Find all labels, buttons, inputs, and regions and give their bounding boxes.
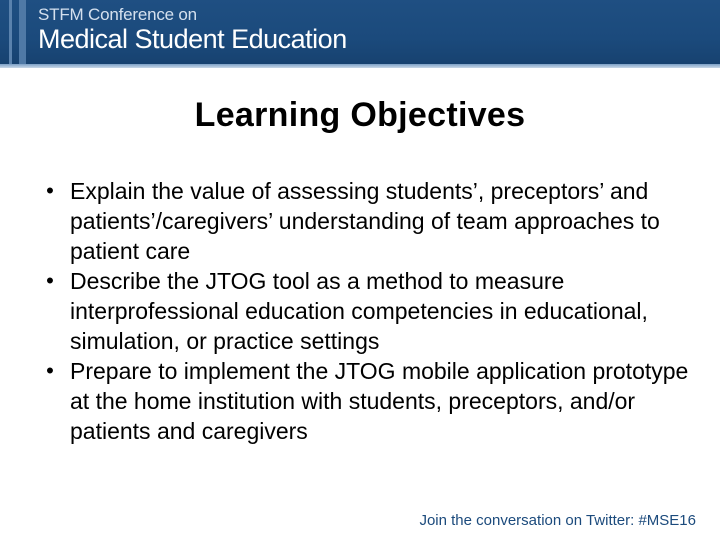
header-divider [0, 64, 720, 68]
bullet-icon: • [46, 358, 54, 383]
objective-text: Explain the value of assessing students’, preceptors’ and patients’/caregivers’ understanding of team approaches to patient care [70, 178, 660, 264]
header-bar-wide [19, 0, 26, 64]
objective-text: Prepare to implement the JTOG mobile application prototype at the home institution with students, preceptors, and/or patients and caregivers [70, 358, 689, 444]
objective-item [40, 356, 700, 446]
objective-item [40, 176, 700, 266]
conference-name-line1: STFM Conference on [38, 5, 197, 24]
bullet-icon: • [46, 268, 54, 293]
conference-header-banner [0, 0, 720, 64]
header-bar-thin [9, 0, 12, 64]
slide-title: Learning Objectives [194, 96, 526, 134]
twitter-hashtag-footer: Join the conversation on Twitter: #MSE16 [419, 512, 696, 529]
objective-item [40, 266, 700, 356]
objective-text: Describe the JTOG tool as a method to measure interprofessional education competencies in educational, simulation, or practice settings [70, 268, 648, 354]
header-decorative-bars [0, 0, 34, 64]
learning-objectives-list [40, 176, 700, 446]
bullet-icon: • [46, 178, 54, 203]
conference-name-line2: Medical Student Education [38, 24, 347, 54]
